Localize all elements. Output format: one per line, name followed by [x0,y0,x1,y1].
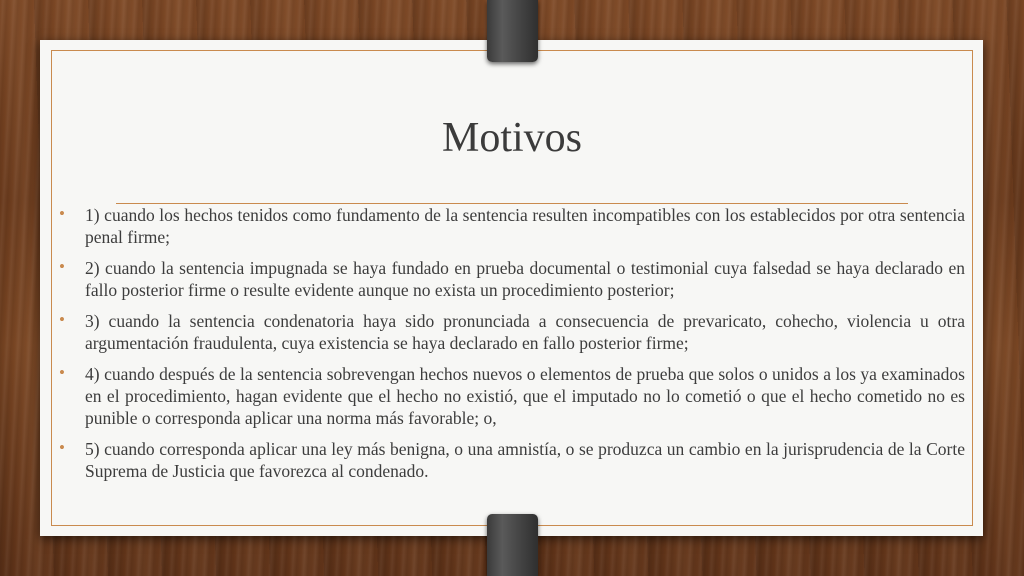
list-item [58,363,965,429]
bullet-icon: • [59,363,65,382]
bullet-icon: • [59,438,65,457]
bottom-clip [487,514,538,576]
top-clip [487,0,538,62]
list-item [58,310,965,354]
bullet-icon: • [59,257,65,276]
bullet-icon: • [59,310,65,329]
list-item-text: 3) cuando la sentencia condenatoria haya sido pronunciada a consecuencia de prevaricato, cohecho, violencia u otra argumentación fraudulenta, cuya existencia se haya declarado en fallo posterior firme; [85,311,965,353]
list-item [58,438,965,482]
bullet-icon: • [59,204,65,223]
slide-title: Motivos [441,115,583,161]
list-item [58,204,965,248]
list-item-text: 4) cuando después de la sentencia sobrevengan hechos nuevos o elementos de prueba que solos o unidos a los ya examinados en el procedimiento, hagan evidente que el hecho no existió, que el imputado no lo cometió o que el hecho cometido no es punible o corresponda aplicar una norma más favorable; o, [85,364,965,428]
list-item [58,257,965,301]
list-item-text: 2) cuando la sentencia impugnada se haya fundado en prueba documental o testimonial cuya falsedad se haya declarado en fallo posterior firme o resulte evidente aunque no exista un procedimiento posterior; [85,258,965,300]
list-item-text: 5) cuando corresponda aplicar una ley más benigna, o una amnistía, o se produzca un cambio en la jurisprudencia de la Corte Suprema de Justicia que favorezca al condenado. [85,439,965,481]
list-item-text: 1) cuando los hechos tenidos como fundamento de la sentencia resulten incompatibles con los establecidos por otra sentencia penal firme; [85,205,965,247]
bullet-list [58,204,965,491]
